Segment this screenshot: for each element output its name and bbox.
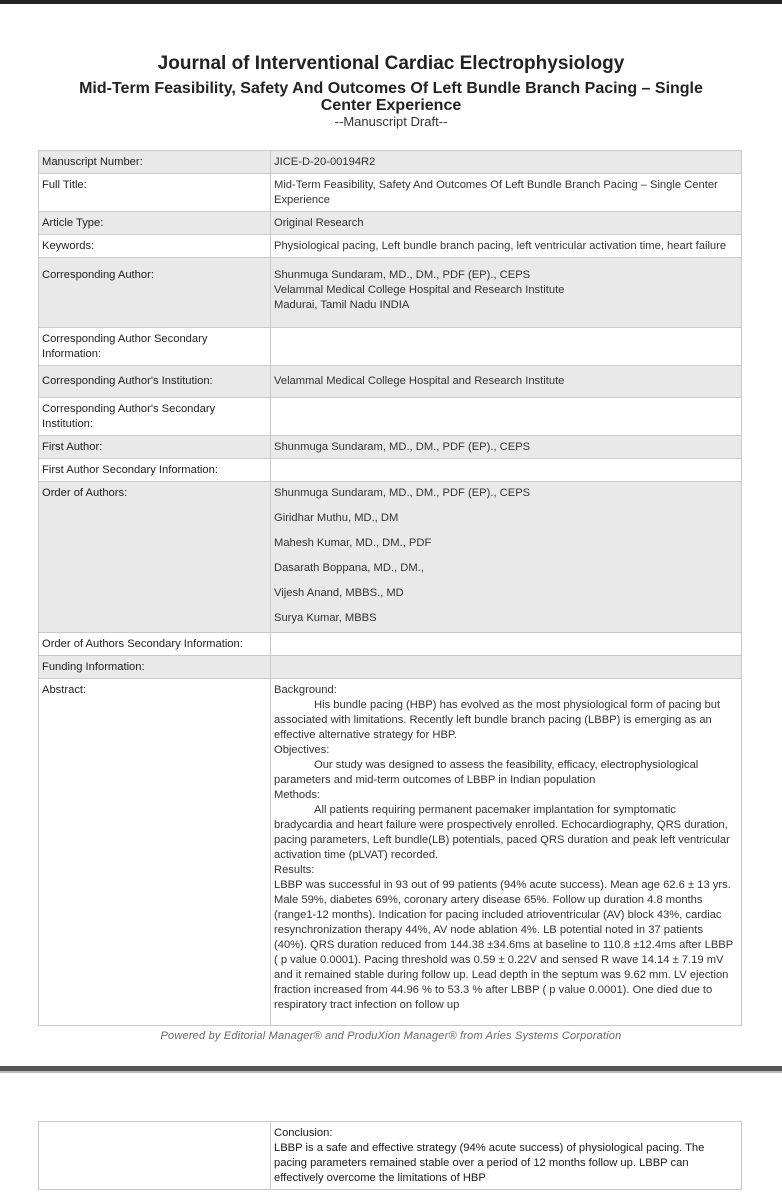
field-label: Manuscript Number: [39, 151, 271, 174]
manuscript-number-value: JICE-D-20-00194R2 [271, 151, 742, 174]
row-corresponding-author [39, 258, 742, 328]
row-manuscript-number [39, 151, 742, 174]
abstract-text [271, 679, 742, 1026]
corresponding-author-value [271, 258, 742, 328]
row-article-type [39, 212, 742, 235]
abstract-background: His bundle pacing (HBP) has evolved as the most physiological form of pacing but associated with limitations. Recently left bundle branch pacing (LBBP) is emerging as an effective alternative strategy for HBP. [274, 699, 721, 741]
author-list-item: Vijesh Anand, MBBS., MD [274, 587, 404, 599]
field-label: Order of Authors: [39, 482, 271, 633]
corresponding-author-secondary-value [271, 328, 742, 366]
abstract-methods-heading: Methods: [274, 789, 321, 801]
row-order-of-authors [39, 482, 742, 633]
article-type-value: Original Research [271, 212, 742, 235]
abstract-conclusion-text: LBBP is a safe and effective strategy (94% acute success) of physiological pacing. The pacing parameters remained stable over a period of 12 months follow up. LBBP can effectively overcome the limitations of HBP [274, 1142, 705, 1184]
abstract-conclusion-heading: Conclusion: [274, 1127, 333, 1139]
manuscript-info-table [38, 150, 742, 1026]
field-label: Keywords: [39, 235, 271, 258]
field-label: Corresponding Author: [39, 258, 271, 328]
field-label: Corresponding Author's Secondary Institution: [39, 398, 271, 436]
row-corresponding-secondary-institution [39, 398, 742, 436]
row-first-author [39, 436, 742, 459]
corresponding-secondary-institution-value [271, 398, 742, 436]
field-label: Order of Authors Secondary Information: [39, 633, 271, 656]
corresponding-author-name: Shunmuga Sundaram, MD., DM., PDF (EP)., CEPS [274, 269, 531, 281]
draft-label: --Manuscript Draft-- [334, 114, 448, 129]
author-list-item: Dasarath Boppana, MD., DM., [274, 562, 424, 574]
corresponding-author-institution: Velammal Medical College Hospital and Research Institute [274, 284, 565, 296]
order-of-authors-list [271, 482, 742, 633]
page-break-shadow [0, 1071, 782, 1073]
manuscript-title: Mid-Term Feasibility, Safety And Outcomes Of Left Bundle Branch Pacing – Single Center Experience [79, 80, 703, 114]
author-list-item: Surya Kumar, MBBS [274, 612, 377, 624]
field-label: Abstract: [39, 679, 271, 1026]
field-label: Funding Information: [39, 656, 271, 679]
first-author-secondary-value [271, 459, 742, 482]
field-label: Article Type: [39, 212, 271, 235]
row-abstract-continued [39, 1122, 742, 1190]
author-list-item: Shunmuga Sundaram, MD., DM., PDF (EP)., CEPS [274, 487, 531, 499]
field-label: First Author: [39, 436, 271, 459]
empty-label-cell [39, 1122, 271, 1190]
abstract-objectives-heading: Objectives: [274, 744, 330, 756]
row-keywords [39, 235, 742, 258]
author-list-item: Mahesh Kumar, MD., DM., PDF [274, 537, 432, 549]
row-funding-information [39, 656, 742, 679]
full-title-value: Mid-Term Feasibility, Safety And Outcomes Of Left Bundle Branch Pacing – Single Center Experience [271, 174, 742, 212]
abstract-conclusion [271, 1122, 742, 1190]
field-label: First Author Secondary Information: [39, 459, 271, 482]
keywords-value: Physiological pacing, Left bundle branch pacing, left ventricular activation time, heart failure [271, 235, 742, 258]
abstract-methods: All patients requiring permanent pacemaker implantation for symptomatic bradycardia and heart failure were prospectively enrolled. Echocardiography, QRS duration, pacing parameters, Left bundle(LB) potentials, paced QRS duration and peak left ventricular activation time (pLVAT) recorded. [274, 804, 730, 861]
row-abstract [39, 679, 742, 1026]
order-of-authors-secondary-value [271, 633, 742, 656]
journal-name: Journal of Interventional Cardiac Electrophysiology [157, 53, 625, 74]
row-corresponding-institution [39, 366, 742, 398]
abstract-continuation-table [38, 1121, 742, 1190]
funding-information-value [271, 656, 742, 679]
abstract-background-heading: Background: [274, 684, 337, 696]
top-border [0, 0, 782, 4]
abstract-objectives: Our study was designed to assess the feasibility, efficacy, electrophysiological parameters and mid-term outcomes of LBBP in Indian population [274, 759, 699, 786]
field-label: Full Title: [39, 174, 271, 212]
author-list-item: Giridhar Muthu, MD., DM [274, 512, 399, 524]
row-full-title [39, 174, 742, 212]
field-label: Corresponding Author's Institution: [39, 366, 271, 398]
field-label: Corresponding Author Secondary Information: [39, 328, 271, 366]
abstract-results-heading: Results: [274, 864, 315, 876]
row-corresponding-author-secondary [39, 328, 742, 366]
corresponding-institution-value: Velammal Medical College Hospital and Research Institute [271, 366, 742, 398]
row-order-of-authors-secondary [39, 633, 742, 656]
row-first-author-secondary [39, 459, 742, 482]
document-header [0, 52, 782, 129]
powered-by-footer: Powered by Editorial Manager® and ProduXion Manager® from Aries Systems Corporation [160, 1030, 622, 1042]
abstract-results: LBBP was successful in 93 out of 99 patients (94% acute success). Mean age 62.6 ± 13 yrs. Male 59%, diabetes 69%, coronary artery disease 65%. Follow up duration 4.8 months (range1-12 months). Indication for pacing included atrioventricular (AV) block 43%, cardiac resynchronization therapy 44%, AV node ablation 4%. LB potential noted in 37 patients (40%). QRS duration reduced from 144.38 ±34.6ms at baseline to 110.8 ±12.4ms after LBBP ( p value 0.0001). Pacing threshold was 0.59 ± 0.22V and sensed R wave 14.14 ± 7.19 mV and it remained stable during follow up. Lead depth in the septum was 9.62 mm. LV ejection fraction increased from 44.96 % to 53.3 % after LBBP ( p value 0.0001). One died due to respiratory tract infection on follow up [274, 879, 733, 1011]
first-author-value: Shunmuga Sundaram, MD., DM., PDF (EP)., CEPS [271, 436, 742, 459]
corresponding-author-location: Madurai, Tamil Nadu INDIA [274, 299, 410, 311]
